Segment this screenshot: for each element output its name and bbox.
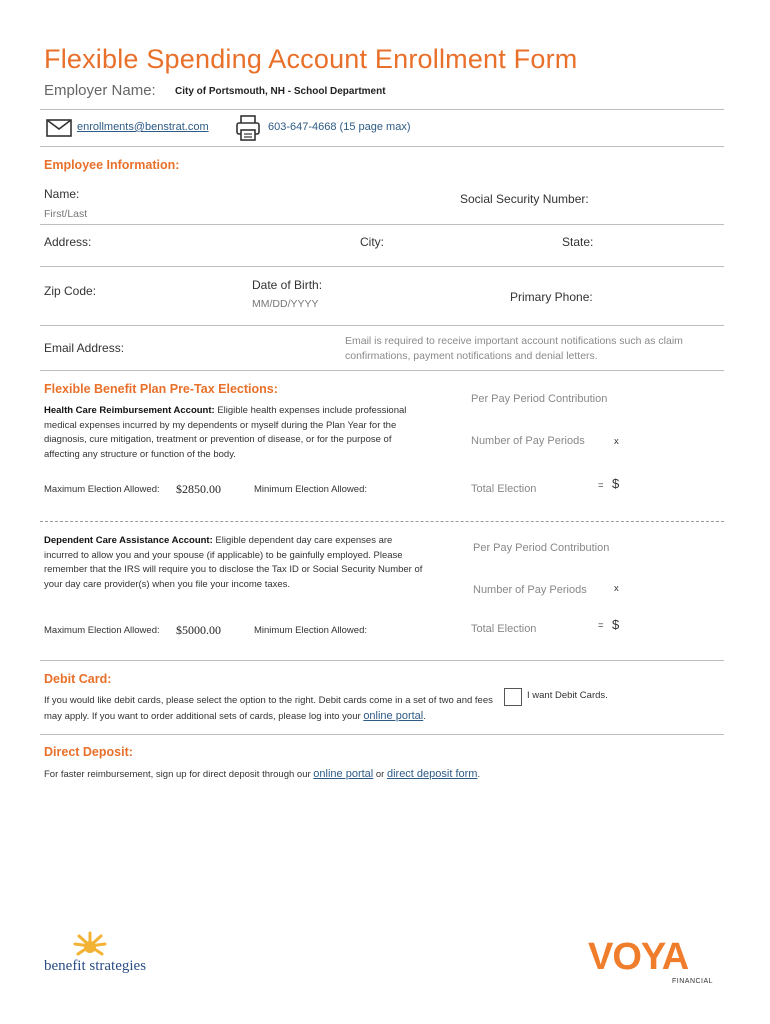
health-num-periods-label: Number of Pay Periods [471,435,585,447]
email-note: Email is required to receive important account notifications such as claim confirmations, payment notifications and denial letters. [345,335,683,362]
dependent-total-label: Total Election [471,623,537,635]
divider [40,370,724,371]
health-equals-sign: = [598,480,604,491]
employee-info-heading: Employee Information: [44,158,180,172]
address-label: Address: [44,235,92,249]
divider [40,660,724,661]
ssn-label: Social Security Number: [460,192,589,206]
health-per-pay-label: Per Pay Period Contribution [471,393,608,405]
health-max-value: $2850.00 [176,482,221,496]
dob-label: Date of Birth: [252,278,323,292]
email-label: Email Address: [44,341,125,355]
benefit-strategies-logo: benefit strategies [44,930,174,980]
health-care-text: Eligible health expenses include professional medical expenses incurred by my dependents or myself during the Plan Year for the diagnosis, cure mitigation, treatment or prevention of disease, or for the purpose of affecting any structure or function of the body. [44,405,407,460]
divider [40,109,724,110]
health-care-title: Health Care Reimbursement Account: [44,405,215,416]
health-total-label: Total Election [471,483,537,495]
envelope-icon [46,119,72,142]
dependent-care-description [44,534,429,592]
dependent-min-label: Minimum Election Allowed: [254,625,367,636]
health-dollar-sign: $ [612,476,620,491]
debit-card-text: If you would like debit cards, please select the option to the right. Debit cards come in a set of two and fees may apply. If you want to order additional sets of cards, please log into your online portal. [44,695,493,722]
health-care-description [44,404,424,462]
deposit-online-portal-link[interactable]: online portal [313,768,374,780]
divider [40,734,724,735]
divider [40,266,724,267]
direct-deposit-heading: Direct Deposit: [44,745,133,759]
direct-deposit-form-link[interactable]: direct deposit form [386,768,478,780]
name-label: Name: [44,187,80,201]
dependent-num-periods-label: Number of Pay Periods [473,584,587,596]
direct-deposit-text: For faster reimbursement, sign up for direct deposit through our online portal or direct deposit form. [44,768,481,780]
fax-icon [236,115,260,146]
dependent-dollar-sign: $ [612,617,620,632]
name-hint: First/Last [44,208,88,220]
dependent-max-value: $5000.00 [176,623,221,637]
phone-label: Primary Phone: [510,290,593,304]
employer-name-label: Employer Name: [44,82,156,99]
health-max-label: Maximum Election Allowed: [44,484,160,495]
employer-name-value: City of Portsmouth, NH - School Department [175,86,386,97]
dependent-times-sign: x [614,583,619,594]
dependent-equals-sign: = [598,620,604,631]
voya-financial-logo: VOYA FINANCIAL [588,936,714,985]
elections-heading: Flexible Benefit Plan Pre-Tax Elections: [44,382,278,396]
zip-label: Zip Code: [44,284,97,298]
debit-card-checkbox-label: I want Debit Cards. [527,690,608,701]
dependent-max-label: Maximum Election Allowed: [44,625,160,636]
health-min-label: Minimum Election Allowed: [254,484,367,495]
state-label: State: [562,235,594,249]
debit-card-heading: Debit Card: [44,672,112,686]
dependent-care-title: Dependent Care Assistance Account: [44,535,213,546]
email-link[interactable]: enrollments@benstrat.com [77,121,209,133]
dob-hint: MM/DD/YYYY [252,298,319,310]
debit-online-portal-link[interactable]: online portal [363,709,424,722]
dashed-divider [40,521,724,522]
city-label: City: [360,235,384,249]
divider [40,325,724,326]
fax-number: 603-647-4668 (15 page max) [268,121,411,133]
page-title: Flexible Spending Account Enrollment Form [44,44,578,74]
divider [40,224,724,225]
health-times-sign: x [614,436,619,447]
debit-card-checkbox[interactable] [504,688,522,706]
dependent-care-text: Eligible dependent day care expenses are incurred to allow you and your spouse (if applicable) to be gainfully employed. Please remember that the IRS will require you to disclose the Tax ID or Social Security Number of your day care provider(s) when you file your income taxes. [44,535,423,590]
dependent-per-pay-label: Per Pay Period Contribution [473,542,610,554]
divider [40,146,724,147]
